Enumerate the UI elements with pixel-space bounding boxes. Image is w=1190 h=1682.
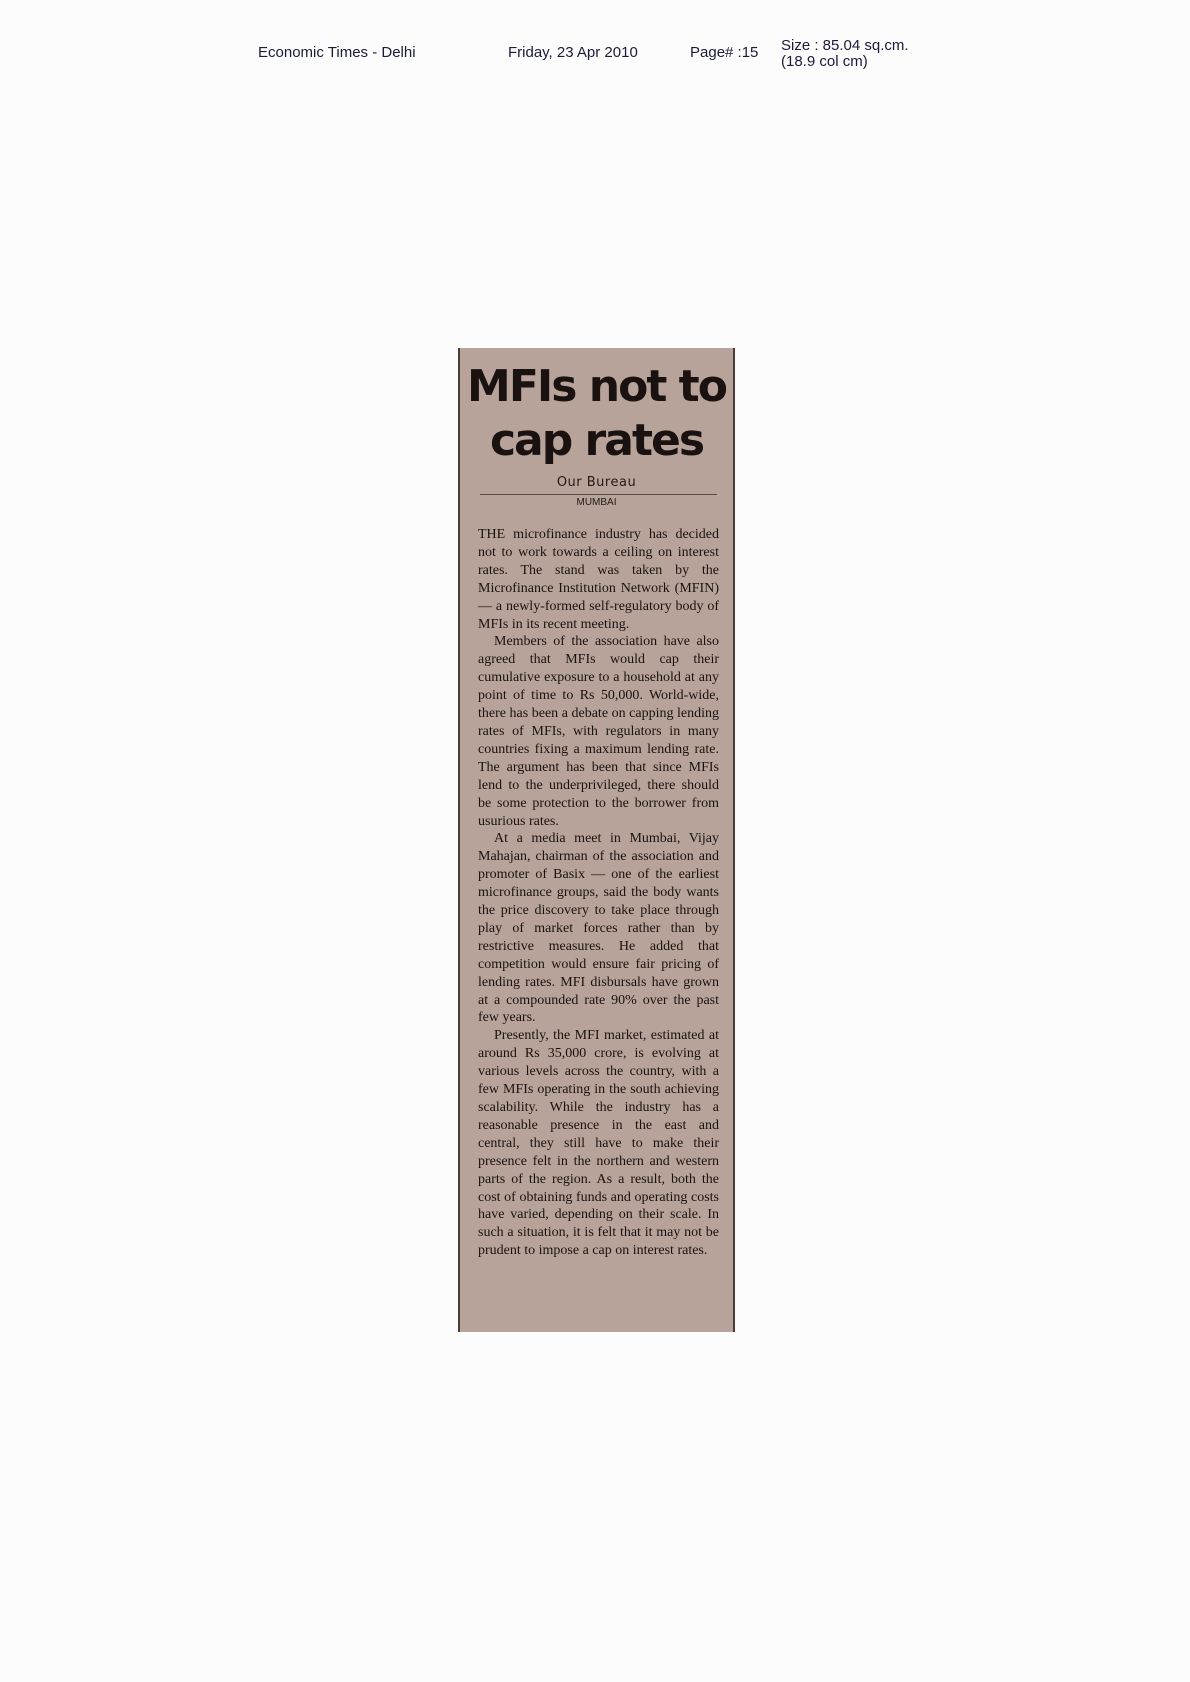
- clipping-size: [781, 38, 909, 70]
- headline-line-1: MFIs not to: [467, 361, 726, 412]
- dateline: MUMBAI: [576, 497, 617, 508]
- article-body: [478, 526, 719, 1260]
- article-paragraph-4: Presently, the MFI market, estimated at around Rs 35,000 crore, is evolving at various levels across the country, with a few MFIs operating in the south achieving scalability. While the industry has a reasonable presence in the east and central, they still have to make their presence felt in the northern and western parts of the region. As a result, both the cost of obtaining funds and operating costs have varied, depending on their scale. In such a situation, it is felt that it may not be prudent to impose a cap on interest rates.: [478, 1028, 719, 1259]
- article-paragraph-1: THE microfinance industry has decided not to work towards a ceiling on interest rates. The stand was taken by the Microfinance Institution Network (MFIN) — a newly-formed self-regulatory body of MFIs in its recent meeting.: [478, 527, 719, 632]
- news-clipping: [458, 348, 735, 1332]
- byline-divider: [480, 494, 717, 495]
- clipping-size-area: Size : 85.04 sq.cm.: [781, 37, 909, 54]
- page-number: Page# :15: [690, 44, 759, 61]
- publication-name: Economic Times - Delhi: [258, 44, 416, 61]
- article-paragraph-3: At a media meet in Mumbai, Vijay Mahajan, chairman of the association and promoter of Basix — one of the earliest microfinance groups, said the body wants the price discovery to take place through play of market forces rather than by restrictive measures. He added that competition would ensure fair pricing of lending rates. MFI disbursals have grown at a compounded rate 90% over the past few years.: [478, 831, 719, 1026]
- byline: Our Bureau: [556, 475, 637, 490]
- clipping-size-columns: (18.9 col cm): [781, 53, 868, 70]
- headline: [460, 360, 733, 468]
- publication-date: Friday, 23 Apr 2010: [508, 44, 638, 61]
- article-paragraph-2: Members of the association have also agreed that MFIs would cap their cumulative exposure to a household at any point of time to Rs 50,000. World-wide, there has been a debate on capping lending rates of MFIs, with regulators in many countries fixing a maximum lending rate. The argument has been that since MFIs lend to the underprivileged, there should be some protection to the borrower from usurious rates.: [478, 634, 719, 829]
- headline-line-2: cap rates: [489, 415, 704, 466]
